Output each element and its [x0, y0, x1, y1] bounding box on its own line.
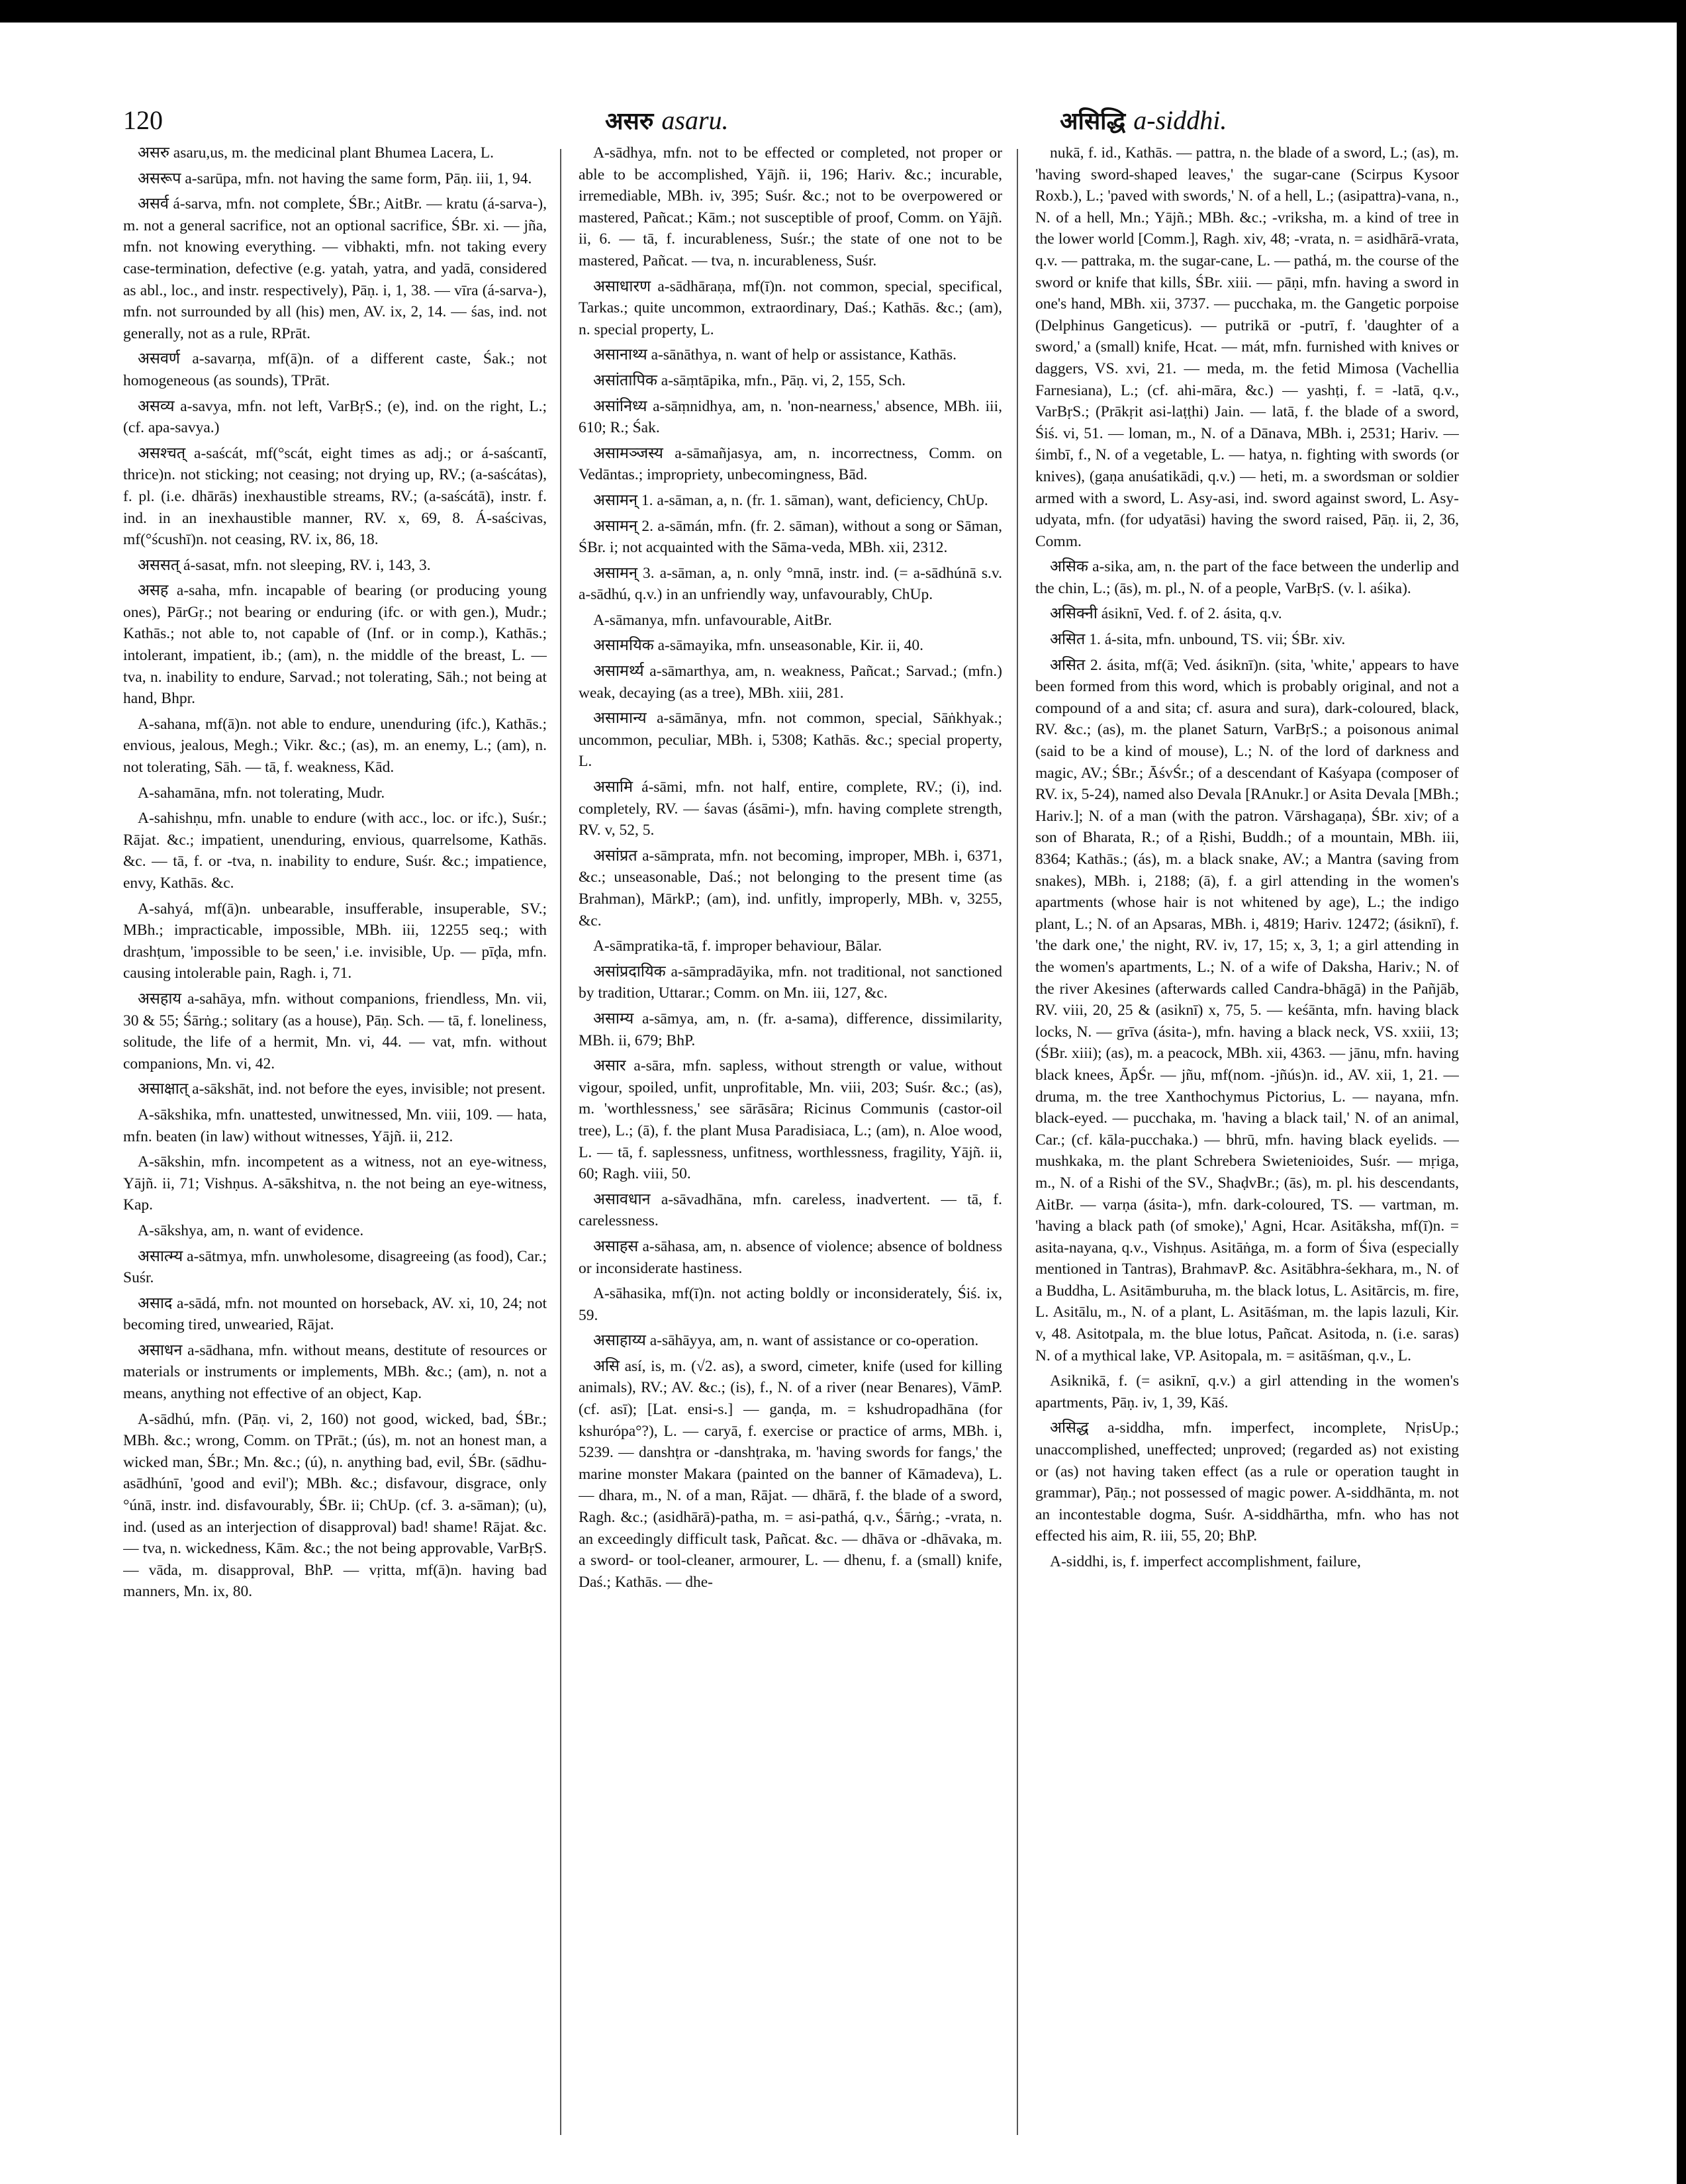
entry-a-sahasika: A-sāhasika, mf(ī)n. not acting boldly or inconsiderately, Śiś. ix, 59.: [579, 1285, 1002, 1324]
entry-asiknika: Asiknikā, f. (= asiknī, q.v.) a girl attending in the women's apartments, Pāṇ. iv, 1, 39, Kāś.: [1035, 1372, 1459, 1411]
entry-a-samayika: असामयिक a-sāmayika, mfn. unseasonable, Kir. ii, 40.: [593, 637, 923, 655]
left-guide-transliteration: asaru.: [661, 105, 729, 135]
left-guide-devanagari: असरु: [605, 108, 654, 135]
entry-a-satmya: असात्म्य a-sātmya, mfn. unwholesome, disagreeing (as food), Car.; Suśr.: [123, 1247, 547, 1287]
column-middle: [579, 142, 1002, 2142]
page-number: 120: [123, 105, 163, 135]
entry-a-savya: असव्य a-savya, mfn. not left, VarBṛS.; (e), ind. on the right, L.; (cf. apa-savya.): [123, 397, 547, 437]
entry-a-saman-3: असामन् 3. a-sāman, a, n. only °mnā, instr. ind. (= a-sādhúnā s.v. a-sādhú, q.v.) in an unfriendly way, unfavourably, ChUp.: [579, 564, 1002, 604]
entry-a-sami: असामि á-sāmi, mfn. not half, entire, complete, RV.; (i), ind. completely, RV. — śavas (ásāmi-), mfn. having complete strength, RV. v, 52, 5.: [579, 779, 1002, 839]
column-divider-2: [1017, 149, 1018, 2135]
entry-a-sika: असिक a-sika, am, n. the part of the face between the underlip and the chin, L.; (ās), m. pl., N. of a people, VarBṛS. (v. l. aśika).: [1035, 558, 1459, 597]
entry-a-siddha: असिद्ध a-siddha, mfn. imperfect, incomplete, NṛisUp.; unaccomplished, uneffected; unproved; (regarded as) not existing or (as) not having taken effect (as a rule or operation taught in grammar), Pāṇ.; not possessed of magic power. A-siddhānta, m. not an incontestable dogma, Suśr. A-siddhārtha, mfn. who has not effected his aim, R. iii, 55, 20; BhP.: [1035, 1419, 1459, 1545]
entry-a-sada: असाद a-sādá, mfn. not mounted on horseback, AV. xi, 10, 24; not becoming tired, unwearied, Rājat.: [123, 1294, 547, 1334]
right-guide-word: [1060, 101, 1227, 142]
entry-a-sita-1: असित 1. á-sita, mfn. unbound, TS. vii; ŚBr. xiv.: [1050, 631, 1346, 649]
entry-a-sahasa: असाहस a-sāhasa, am, n. absence of violence; absence of boldness or inconsiderate hastiness.: [579, 1237, 1002, 1277]
entry-a-sakshat: असाक्षात् a-sākshāt, ind. not before the eyes, invisible; not present.: [138, 1080, 545, 1098]
entry-a-sampratika-ta: A-sāmpratika-tā, f. improper behaviour, Bālar.: [593, 937, 882, 955]
scan-right-border: [1677, 0, 1686, 2184]
entry-a-sadhana: असाधन a-sādhana, mfn. without means, destitute of resources or materials or instruments or implements, MBh. &c.; (am), n. not a means, anything not effective of an object, Kap.: [123, 1341, 547, 1403]
entry-asi-continued: nukā, f. id., Kathās. — pattra, n. the blade of a sword, L.; (as), m. 'having sword-shaped leaves,' the sugar-cane (Scirpus Kysoor Roxb.), L.; 'paved with swords,' N. of a hell, L.; (asipattra)-vana, n., N. of a hell, Mn.; Yājñ.; MBh. &c.; -vriksha, m. a kind of tree in the lower world [Comm.], Ragh. xiv, 48; -vrata, n. = asidhārā-vrata, q.v. — pattraka, m. the sugar-cane, L. — pathá, m. the course of the sword or knife that kills, ŚBr. xiii. — pāṇi, mfn. having a sword in one's hand, MBh. xii, 3737. — pucchaka, m. the Gangetic porpoise (Delphinus Gangeticus). — putrikā or -putrī, f. 'daughter of a sword,' a (small) knife, Hcat. — mát, mfn. furnished with knives or daggers, VS. xvi, 21. — meda, m. the fetid Mimosa (Vachellia Farnesiana), L.; (cf. ahi-māra, &c.) — yashṭi, f. = -latā, q.v., VarBṛS.; (Prākṛit asi-laṭṭhi) Jain. — latā, f. the blade of a sword, Śiś. vi, 51. — loman, m., N. of a Dānava, MBh. i, 2531; Hariv. — śimbī, f., N. of a vegetable, L. — hatya, n. fighting with swords (or knives), (gaṇa anuśatikādi, q.v.) — heti, m. a swordsman or soldier armed with a sword, L. Asy-asi, ind. sword against sword, L. Asy-udyata, mfn. (for udyatāsi) having the sword raised, Pāṇ. ii, 2, 36, Comm.: [1035, 144, 1459, 550]
entry-a-savadhana: असावधान a-sāvadhāna, mfn. careless, inadvertent. — tā, f. carelessness.: [579, 1190, 1002, 1230]
entry-a-sascat: असश्चत् a-saścát, mf(°scát, eight times as adj.; or á-saścantī, thrice)n. not sticking; not ceasing; not drying up, RV.; (a-saścátas), f. pl. (i.e. dhārās) inexhaustible streams, RV.; (a-saścátā), instr. f. ind. in an inexhaustible manner, RV. x, 69, 8. Á-saścivas, mf(°ścushī)n. not ceasing, RV. ix, 86, 18.: [123, 444, 547, 549]
entry-a-sahishnu: A-sahishṇu, mfn. unable to endure (with acc., loc. or ifc.), Suśr.; Rājat. &c.; impatient, unenduring, envious, quarrelsome, Kathās. &c. — tā, f. or -tva, n. inability to endure, Suśr. &c.; impatience, envy, Kathās. &c.: [123, 810, 547, 892]
entry-a-samanya: असामान्य a-sāmānya, mfn. not common, special, Sāṅkhyak.; uncommon, peculiar, MBh. i, 5308; Kathās. &c.; special property, L.: [579, 710, 1002, 771]
column-divider-1: [560, 149, 561, 2135]
entry-a-sahya: A-sahyá, mf(ā)n. unbearable, insufferable, insuperable, SV.; MBh.; impracticable, impossible, MBh. iii, 12255 seq.; with drashṭum, 'impossible to be seen,' i.e. invisible, Up. — pīḍa, mfn. causing intolerable pain, Ragh. i, 71.: [123, 900, 547, 982]
entry-a-siddhi: A-siddhi, is, f. imperfect accomplishment, failure,: [1050, 1553, 1361, 1570]
entry-asi: असि así, is, m. (√2. as), a sword, cimeter, knife (used for killing animals), RV.; AV. &c.; (is), f., N. of a river (near Benares), VāmP. (cf. asī); [Lat. ensi-s.] — ganḍa, m. = kshudropadhāna (for kshurópa°?), L. — caryā, f. exercise or practice of arms, MBh. i, 5239. — danshṭra or -danshṭraka, m. 'having swords for fangs,' the marine monster Makara (painted on the banner of Kāmadeva), L. — dhara, m., N. of a man, Rājat. — dhārā, f. the blade of a sword, Ragh. &c.; (asidhārā)-patha, m. = asi-pathá, q.v., Śārṅg.; -vrata, n. an exceedingly difficult task, Pañcat. &c. — dhāva or -dhāvaka, m. a sword- or tool-cleaner, armourer, L. — dhenu, f. a (small) knife, Daś.; Kathās. — dhe-: [579, 1357, 1002, 1591]
entry-a-samnidhya: असांनिध्य a-sāṃnidhya, am, n. 'non-nearness,' absence, MBh. iii, 610; R.; Śak.: [579, 397, 1002, 437]
entry-a-sadhya: A-sādhya, mfn. not to be effected or completed, not proper or able to be accomplished, Yājñ. ii, 196; Hariv. &c.; incurable, irremediable, MBh. iv, 395; Suśr. &c.; not to be overpowered or mastered, Pañcat.; Kām.; not susceptible of proof, Comm. on Yājñ. ii, 6. — tā, f. incurableness, Suśr.; the state of one not to be mastered, Pañcat. — tva, n. incurableness, Suśr.: [579, 144, 1002, 269]
entry-a-sanathya: असानाथ्य a-sānāthya, n. want of help or assistance, Kathās.: [593, 346, 957, 364]
right-guide-devanagari: असिद्धि: [1060, 108, 1126, 135]
entry-a-sarupa: असरूप a-sarūpa, mfn. not having the same form, Pāṇ. iii, 1, 94.: [138, 169, 532, 187]
column-left: [123, 142, 547, 2142]
entry-a-sahayya: असाहाय्य a-sāhāyya, am, n. want of assistance or co-operation.: [593, 1332, 979, 1350]
right-guide-transliteration: a-siddhi.: [1133, 105, 1227, 135]
entry-a-samanya-unfavourable: A-sāmanya, mfn. unfavourable, AitBr.: [593, 611, 832, 629]
entry-a-sarva: असर्व á-sarva, mfn. not complete, ŚBr.; AitBr. — kratu (á-sarva-), m. not a general sacrifice, not an optional sacrifice, ŚBr. xi. — jña, mfn. not knowing everything. — vibhakti, mfn. not taking every case-termination, defective (e.g. yatah, yatra, and yadā, considered as abl., loc., and instr. respectively), Pāṇ. i, 1, 38. — vīra (á-sarva-), mfn. not surrounded by all (his) men, AV. ix, 2, 14. — śas, ind. not generally, not as a rule, RPrāt.: [123, 195, 547, 342]
entry-a-sahaya: असहाय a-sahāya, mfn. without companions, friendless, Mn. vii, 30 & 55; Śārṅg.; solitary (as a house), Pāṇ. Sch. — tā, f. loneliness, solitude, the life of a hermit, Mn. vi, 44. — vat, mfn. without companions, Mn. vi, 42.: [123, 990, 547, 1072]
entry-a-sakshika: A-sākshika, mfn. unattested, unwitnessed, Mn. viii, 109. — hata, mfn. beaten (in law) without witnesses, Yājñ. ii, 212.: [123, 1106, 547, 1145]
entry-a-sakshya: A-sākshya, am, n. want of evidence.: [138, 1221, 364, 1239]
entry-a-sahana: A-sahana, mf(ā)n. not able to endure, unenduring (ifc.), Kathās.; envious, jealous, Megh.; Vikr. &c.; (as), m. an enemy, L.; (am), n. not tolerating, Sāh. — tā, f. weakness, Kād.: [123, 715, 547, 777]
entry-a-sara: असार a-sāra, mfn. sapless, without strength or value, without vigour, spoiled, unfit, unprofitable, Mn. viii, 203; Suśr. &c.; (as), m. 'worthlessness,' see sārāsāra; Ricinus Communis (castor-oil tree), L.; (ā), f. the plant Musa Paradisiaca, L.; (am), n. Aloe wood, L. — tā, f. saplessness, unfitness, worthlessness, fragility, Yājñ. ii, 60; Ragh. viii, 50.: [579, 1057, 1002, 1183]
entry-a-saman-1: असामन् 1. a-sāman, a, n. (fr. 1. sāman), want, deficiency, ChUp.: [593, 491, 988, 509]
running-header: [123, 101, 1467, 140]
entry-asita-2: असित 2. ásita, mf(ā; Ved. ásiknī)n. (sita, 'white,' appears to have been formed from this word, which is probably original, and not a compound of a and sita; cf. asura and sura), dark-coloured, black, RV. &c.; (as), m. the planet Saturn, VarBṛS.; a poisonous animal (said to be a kind of mouse), L.; N. of the lord of darkness and magic, AV.; ŚBr.; ĀśvŚr.; of a descendant of Kaśyapa (composer of RV. ix, 5-24), named also Devala [RAnukr.] or Asita Devala [MBh.; Hariv.]; N. of a man (with the patron. Vārshagaṇa), ŚBr. xiv; of a son of Bharata, R.; of a Ṛishi, Buddh.; of a mountain, MBh. iii, 8364; Kathās.; (ás), m. a black snake, AV.; a Mantra (saving from snakes), MBh. i, 2188; (ā), f. a girl attending in the women's apartments (whose hair is not whitened by age), L.; the indigo plant, L.; N. of an Apsaras, MBh. i, 4819; Hariv. 12472; (ásiknī), f. 'the dark one,' the night, RV. iv, 17, 15; x, 3, 1; a girl attending in the women's apartments, L.; N. of a wife of Daksha, Hariv.; N. of the river Akesines (afterwards called Candra-bhāgā) in the Pañjāb, RV. viii, 20, 25 & (asiknī) x, 75, 5. — keśānta, mfn. having black locks, N. — grīva (ásita-), mfn. having a black neck, VS. xxiii, 13; (ŚBr. xiii); (as), m. a peacock, MBh. xii, 4363. — jānu, mfn. having black knees, ĀpŚr. — jñu, mf(nom. -jñús)n. id., AV. xii, 1, 21. — druma, m. the tree Xanthochymus Pictorius, L. — nayana, mfn. black-eyed. — pucchaka, m. 'having a black tail,' N. of an animal, Car.; (cf. kāla-pucchaka.) — bhrū, mfn. having black eyelids. — mushkaka, m. the plant Schrebera Swietenioides, Suśr. — mṛiga, m., N. of a Rishi of the SV., ShaḍvBr.; (ās), m. pl. his descendants, AitBr. — varṇa (ásita-), mfn. dark-coloured, TS. — vartman, m. 'having a black path (of smoke),' Agni, Hcar. Asitāksha, mf(ī)n. = asita-nayana, q.v., Vishṇus. Asitāṅga, m. a form of Śiva (especially mentioned in Tantras), BrahmavP. &c. Asitābhra-śekhara, m., N. of a Buddha, L. Asitāmburuha, m. the black lotus, L. Asitārcis, m. fire, L. Asitālu, m., N. of a plant, L. Asitāśman, m. the lapis lazuli, Kir. v, 48. Asitotpala, m. the blue lotus, Pañcat. Asitoda, n. (i.e. saras) N. of a mythical lake, VP. Asitopala, m. = asitāśman, q.v., L.: [1035, 656, 1459, 1364]
column-right: [1035, 142, 1459, 2142]
entry-asaru: असरु asaru,us, m. the medicinal plant Bhumea Lacera, L.: [138, 144, 494, 162]
entry-a-sadhu: A-sādhú, mfn. (Pāṇ. vi, 2, 160) not good, wicked, bad, ŚBr.; MBh. &c.; wrong, Comm. on TPrāt.; (ús), m. not an honest man, a wicked man, ŚBr.; Mn. &c.; (ú), n. anything bad, evil, ŚBr. (sādhu-asādhúnī, 'good and evil'); MBh. &c.; disfavour, disgrace, only °únā, instr. ind. disfavourably, ŚBr. ii; ChUp. (cf. 3. a-sāman); (u), ind. (used as an interjection of disapproval) bad! shame! Rājat. &c. — tva, n. wickedness, Kām. &c.; the not being approvable, VarBṛS. — vāda, m. disapproval, BhP. — vṛitta, mf(ā)n. having bad manners, Mn. ix, 80.: [123, 1410, 547, 1601]
entry-a-sasat: अससत् á-sasat, mfn. not sleeping, RV. i, 143, 3.: [138, 556, 431, 574]
entry-a-saha: असह a-saha, mfn. incapable of bearing (or producing young ones), PārGṛ.; not bearing or enduring (ifc. or with gen.), Mudr.; Kathās.; not able to, not capable of (Inf. or in comp.), Kathās.; intolerant, impatient, ib.; (am), n. the middle of the breast, L. — tva, n. inability to endure, Sarvad.; not tolerating, Sāh.; not being at hand, Bhpr.: [123, 582, 547, 708]
entry-a-savarna: असवर्ण a-savarṇa, mf(ā)n. of a different caste, Śak.; not homogeneous (as sounds), TPrāt.: [123, 350, 547, 389]
entry-a-sadharana: असाधारण a-sādhāraṇa, mf(ī)n. not common, special, specifical, Tarkas.; quite uncommon, extraordinary, Daś.; Kathās. &c.; (am), n. special property, L.: [579, 277, 1002, 338]
left-guide-word: [605, 101, 729, 142]
entry-a-samtapika: असांतापिक a-sāṃtāpika, mfn., Pāṇ. vi, 2, 155, Sch.: [593, 371, 906, 389]
entry-asikni: असिक्नी ásiknī, Ved. f. of 2. ásita, q.v.: [1050, 605, 1282, 623]
entry-a-samya: असाम्य a-sāmya, am, n. (fr. a-sama), difference, dissimilarity, MBh. ii, 679; BhP.: [579, 1010, 1002, 1049]
scan-top-border: [0, 0, 1686, 23]
entry-a-samanjasya: असामञ्जस्य a-sāmañjasya, am, n. incorrectness, Comm. on Vedāntas.; impropriety, unbecomingness, Bād.: [579, 444, 1002, 484]
entry-a-saman-2: असामन् 2. a-sāmán, mfn. (fr. 2. sāman), without a song or Sāman, ŚBr. i; not acquainted with the Sāma-veda, MBh. xii, 2312.: [579, 517, 1002, 557]
entry-a-samprata: असांप्रत a-sāmprata, mfn. not becoming, improper, MBh. i, 6371, &c.; unseasonable, Daś.; not belonging to the present time (as Brahman), MārkP.; (am), ind. unfitly, improperly, MBh. v, 3255, &c.: [579, 847, 1002, 929]
entry-a-sahamana: A-sahamāna, mfn. not tolerating, Mudr.: [138, 784, 385, 802]
dictionary-columns: [123, 142, 1467, 2142]
entry-a-samarthya: असामर्थ्य a-sāmarthya, am, n. weakness, Pañcat.; Sarvad.; (mfn.) weak, decaying (as a tree), MBh. xiii, 281.: [579, 663, 1002, 702]
entry-a-sakshin: A-sākshin, mfn. incompetent as a witness, not an eye-witness, Yājñ. ii, 71; Vishṇus. A-sākshitva, n. the not being an eye-witness, Kap.: [123, 1153, 547, 1214]
entry-a-sampradayika: असांप्रदायिक a-sāmpradāyika, mfn. not traditional, not sanctioned by tradition, Uttarar.; Comm. on Mn. iii, 127, &c.: [579, 963, 1002, 1002]
